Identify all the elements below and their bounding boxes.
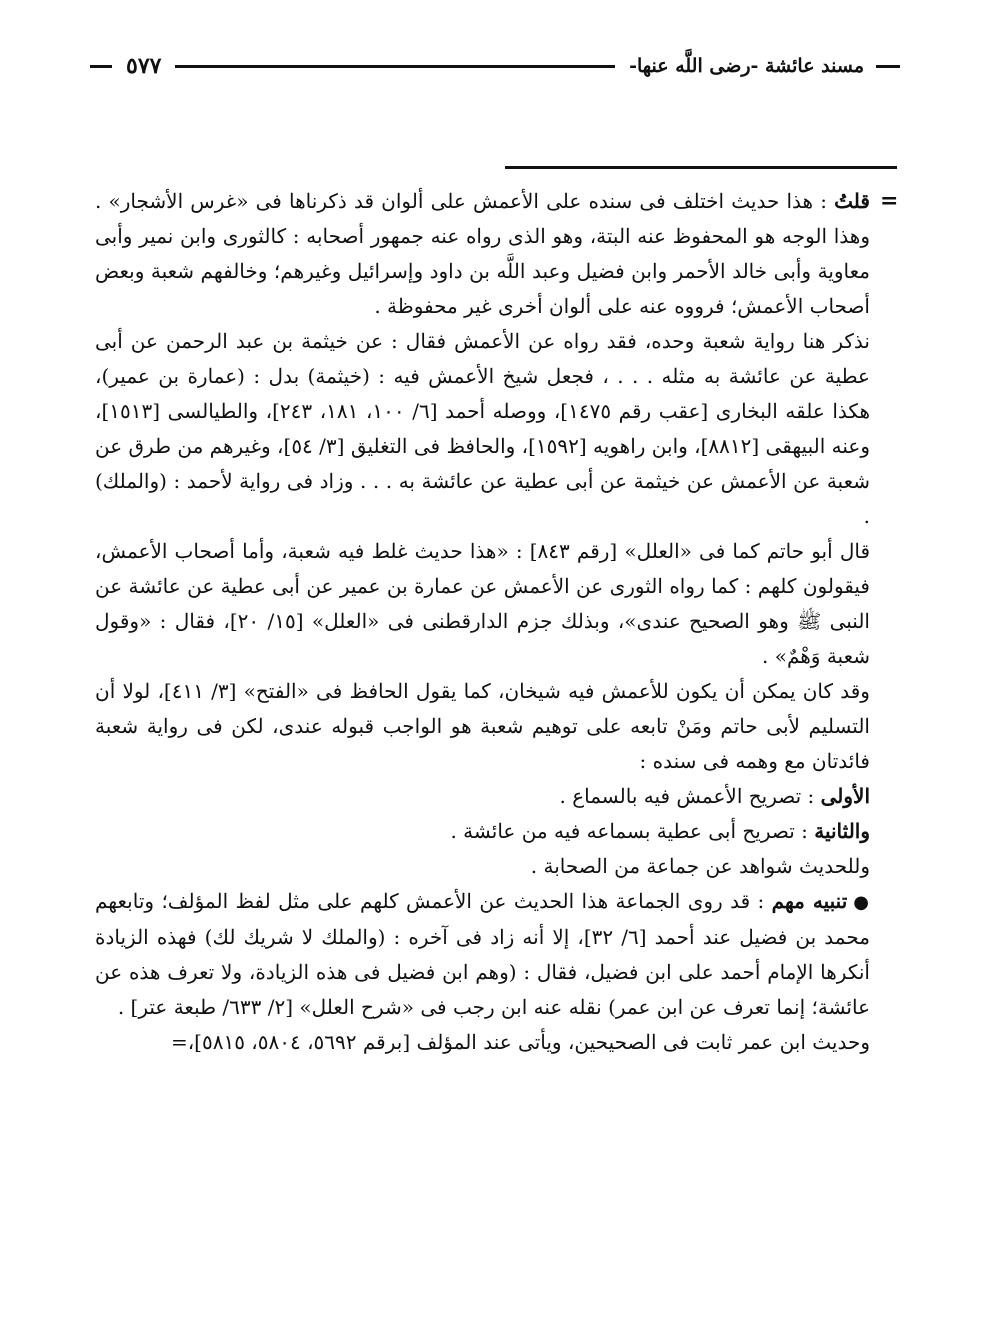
paragraph-6 (95, 814, 870, 849)
header-rule (175, 65, 615, 68)
paragraph-1-label: قلتُ (834, 189, 870, 213)
paragraph-6-text: : تصريح أبى عطية بسماعه فيه من عائشة . (450, 819, 808, 843)
page-header (90, 46, 900, 86)
paragraph-2: نذكر هنا رواية شعبة وحده، فقد رواه عن الأعمش فقال : عن خيثمة بن عبد الرحمن عن أبى عطية عن عائشة به مثله . . . ، فجعل شيخ الأعمش فيه : (خيثمة) بدل : (عمارة بن عمير)، هكذا علقه البخارى [عقب رقم ١٤٧٥]، ووصله أحمد [٦/ ١٠٠، ١٨١، ٢٤٣]، والطيالسى [١٥١٣]، وعنه البيهقى [٨٨١٢]، وابن راهويه [١٥٩٢]، والحافظ فى التغليق [٣/ ٥٤]، وغيرهم من طرق عن شعبة عن الأعمش عن خيثمة عن أبى عطية عن عائشة به . . . وزاد فى رواية لأحمد : (والملك) . (95, 329, 870, 528)
paragraph-8 (95, 884, 870, 1025)
page-number: ٥٧٧ (126, 53, 162, 79)
paragraph-1 (95, 184, 870, 324)
paragraph-1-text: : هذا حديث اختلف فى سنده على الأعمش على ألوان قد ذكرناها فى «غرس الأشجار» . وهذا الوجه هو المحفوظ عنه البتة، وهو الذى رواه عنه جمهور أصحابه : كالثورى وابن نمير وأبى معاوية وأبى خالد الأحمر وابن فضيل وعبد اللَّه بن داود وإسرائيل وغيرهم؛ وخالفهم شعبة وبعض أصحاب الأعمش؛ فرووه عنه على ألوان أخرى غير محفوظة . (95, 189, 870, 318)
header-dash-left (90, 65, 112, 68)
paragraph-6-label: والثانية (814, 819, 870, 843)
paragraph-8-text: : قد روى الجماعة هذا الحديث عن الأعمش كلهم على مثل لفظ المؤلف؛ وتابعهم محمد بن فضيل عند أحمد [٦/ ٣٢]، إلا أنه زاد فى آخره : (والملك لا شريك لك) فهذه الزيادة أنكرها الإمام أحمد على ابن فضيل، فقال : (وهم ابن فضيل فى هذه الزيادة، ولا تعرف هذه عن عائشة؛ إنما تعرف عن ابن عمر) نقله عنه ابن رجب فى «شرح العلل» [٢/ ٦٣٣/ طبعة عتر] . (95, 889, 870, 1019)
paragraph-4: وقد كان يمكن أن يكون للأعمش فيه شيخان، كما يقول الحافظ فى «الفتح» [٣/ ٤١١]، لولا أن التسليم لأبى حاتم ومَنْ تابعه على توهيم شعبة هو الواجب قبوله عندى، لكن فى رواية شعبة فائدتان مع وهمه فى سنده : (95, 679, 870, 773)
paragraph-3: قال أبو حاتم كما فى «العلل» [رقم ٨٤٣] : «هذا حديث غلط فيه شعبة، وأما أصحاب الأعمش، فيقولون كلهم : كما رواه الثورى عن الأعمش عن عمارة بن عمير عن أبى عطية عن عائشة عن النبى ﷺ وهو الصحيح عندى»، وبذلك جزم الدارقطنى فى «العلل» [١٥/ ٢٠]، فقال : «وقول شعبة وَهْمٌ» . (95, 539, 871, 668)
bullet-icon: ● (853, 892, 871, 913)
continuation-mark: = (880, 188, 899, 214)
paragraph-9: وحديث ابن عمر ثابت فى الصحيحين، ويأتى عند المؤلف [برقم ٥٦٩٢، ٥٨٠٤، ٥٨١٥]،= (170, 1030, 870, 1054)
footnote-separator (505, 166, 897, 169)
paragraph-8-label: تنبيه مهم (771, 889, 848, 913)
running-title: مسند عائشة -رضى اللَّه عنها- (629, 55, 864, 77)
footnote-body (95, 184, 870, 1060)
paragraph-5-text: : تصريح الأعمش فيه بالسماع . (559, 784, 815, 808)
paragraph-5 (95, 779, 870, 814)
header-dash-right (876, 65, 900, 68)
paragraph-7: وللحديث شواهد عن جماعة من الصحابة . (530, 854, 870, 878)
paragraph-5-label: الأولى (820, 784, 870, 808)
